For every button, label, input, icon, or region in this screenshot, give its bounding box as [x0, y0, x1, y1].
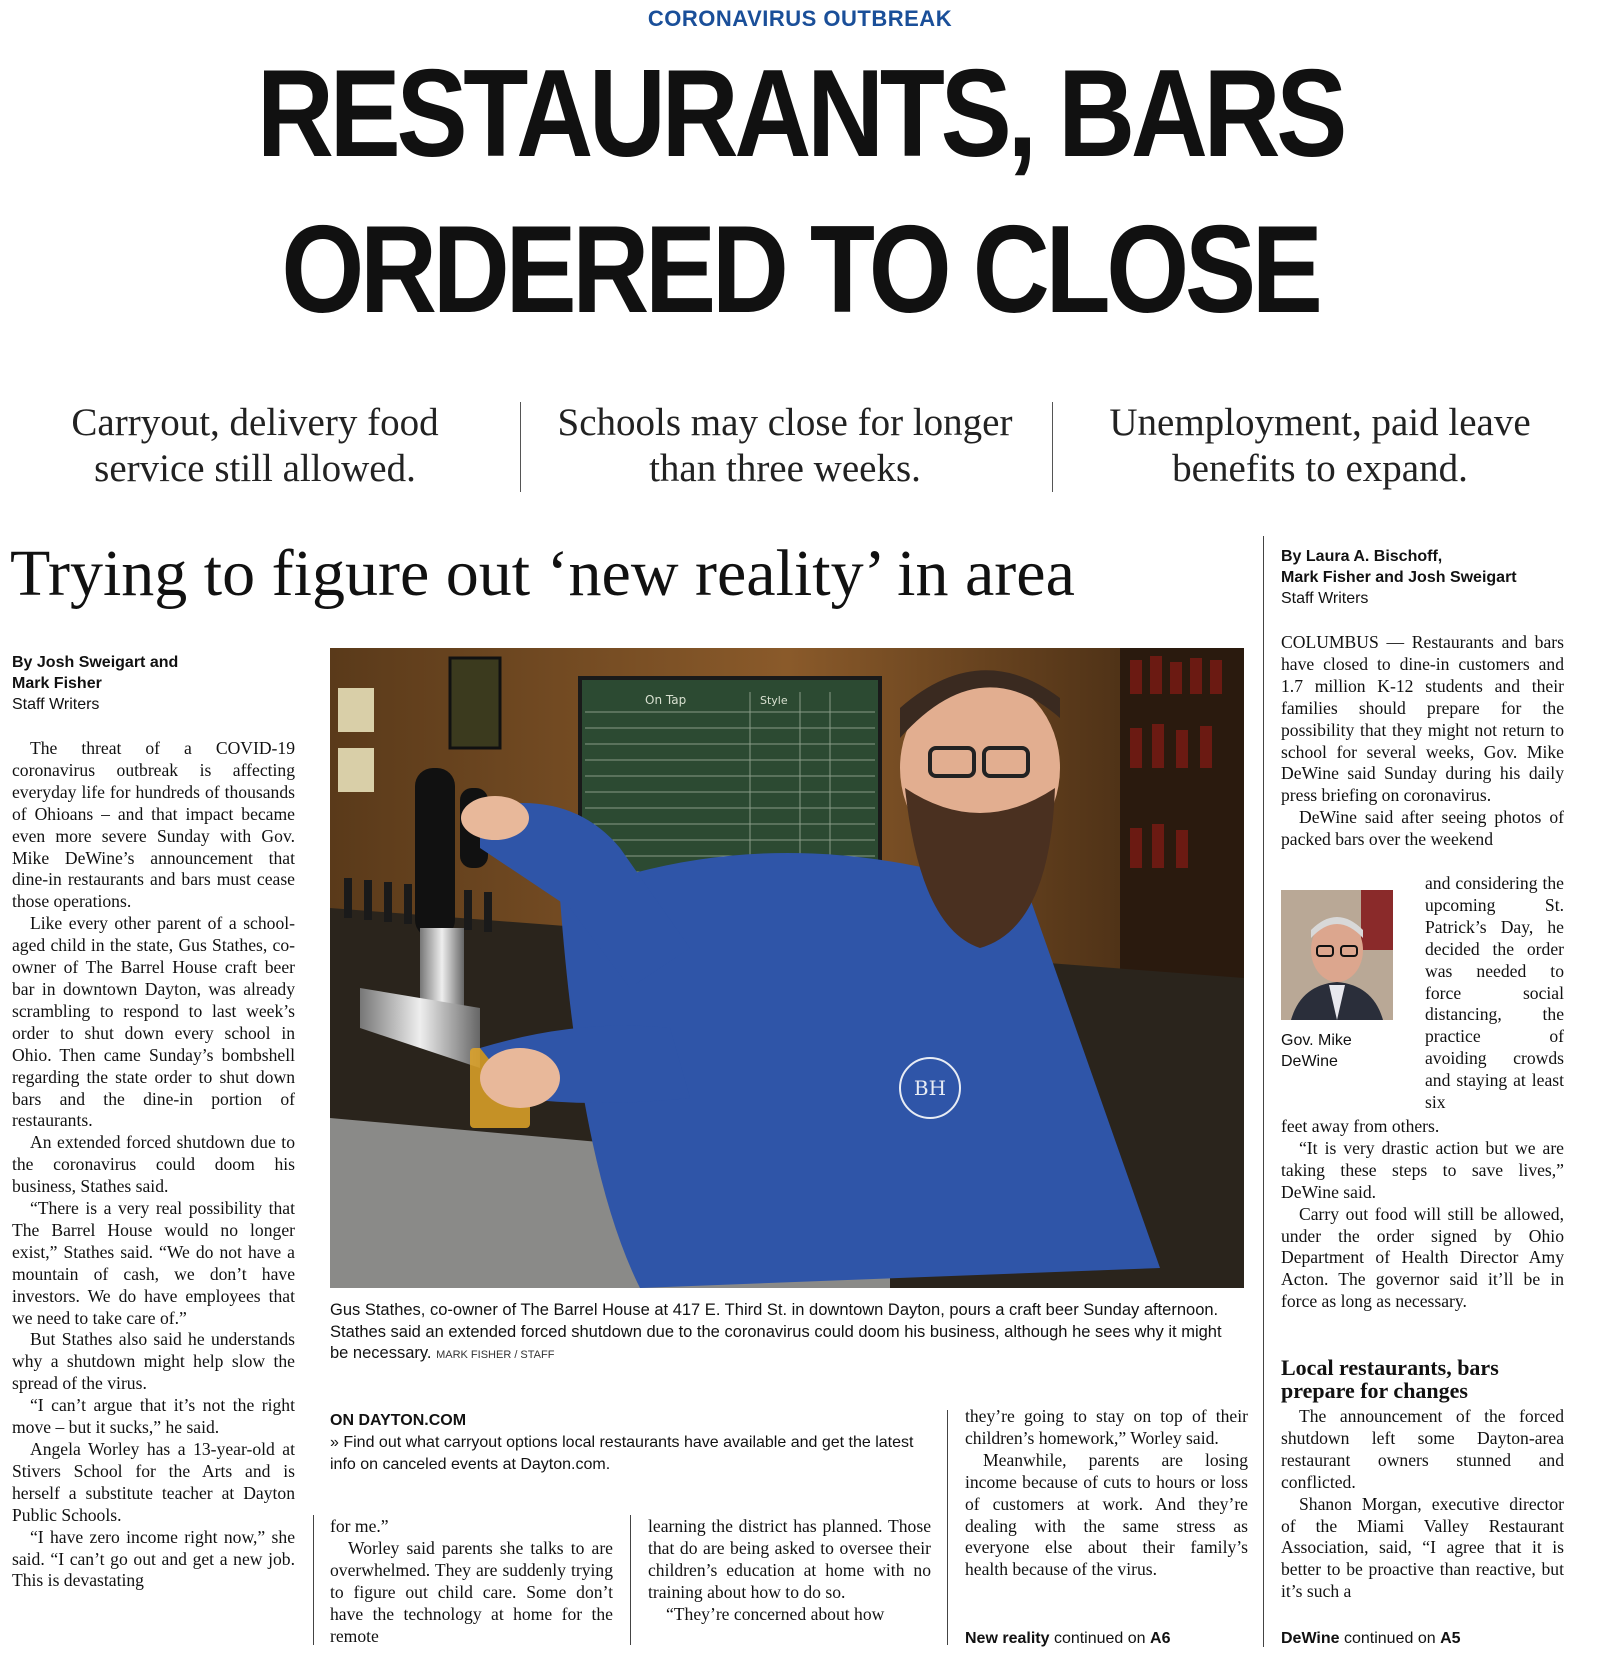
paragraph: “They’re concerned about how [666, 1603, 885, 1624]
deck-unemployment: Unemployment, paid leave benefits to expand. [1109, 401, 1531, 490]
headline-line-2: ORDERED TO CLOSE [281, 201, 1319, 339]
chalkboard-title: On Tap [645, 693, 687, 707]
jump-page: A6 [1150, 1630, 1171, 1647]
paragraph: Like every other parent of a school-aged child in the state, Gus Stathes, co-owner of The Barrel House craft beer bar in downtown Dayton, was already scrambling to respond to last week’s order to shut down every school in Ohio. Then came Sunday’s bombshell regarding the state order to shut down bars and the dine-in portion of restaurants. [12, 913, 295, 1131]
byline-names: By Josh Sweigart and Mark Fisher [12, 654, 179, 692]
headline-line-1: RESTAURANTS, BARS [256, 45, 1344, 183]
jump-page: A5 [1440, 1630, 1461, 1647]
on-dayton-text: » Find out what carryout options local restaurants have available and get the latest info on canceled events at Dayton.com. [330, 1434, 914, 1473]
jump-text: continued on [1053, 1630, 1146, 1647]
side-subhead: Local restaurants, bars prepare for changes [1281, 1355, 1499, 1403]
photo-dewine [1281, 890, 1393, 1020]
deck-divider [520, 402, 521, 492]
side-byline-line-2: Mark Fisher and Josh Sweigart [1281, 569, 1517, 586]
paragraph: COLUMBUS — Restaurants and bars have closed to dine-in customers and 1.7 million K-12 students and their families should prepare for the possibility that they might not return to school for several weeks, Gov. Mike DeWine said Sunday during his daily press briefing on coronavirus. [1281, 632, 1564, 806]
byline [12, 652, 182, 715]
side-byline [1281, 546, 1581, 609]
side-byline-title: Staff Writers [1281, 590, 1369, 607]
paragraph: they’re going to stay on top of their children’s homework,” Worley said. [965, 1406, 1248, 1448]
paragraph: “I have zero income right now,” she said. “I can’t go out and get a new job. This is devastating [12, 1526, 295, 1591]
paragraph: feet away from others. [1281, 1116, 1440, 1136]
column-divider [630, 1515, 631, 1645]
paragraph: Carry out food will still be allowed, under the order signed by Ohio Department of Health Director Amy Acton. The governor said it’ll be in force as long as necessary. [1281, 1203, 1564, 1312]
paragraph: “I can’t argue that it’s not the right move – but it sucks,” he said. [12, 1395, 295, 1438]
story-column-1 [12, 738, 295, 1592]
paragraph: The announcement of the forced shutdown left some Dayton-area restaurant owners stunned and conflicted. [1281, 1406, 1564, 1492]
story-column-3 [648, 1516, 931, 1626]
jump-line-new-reality[interactable] [965, 1630, 1170, 1648]
story-headline: Trying to figure out ‘new reality’ in area [10, 537, 1075, 610]
paragraph: An extended forced shutdown due to the coronavirus could doom his business, Stathes said. [12, 1132, 295, 1197]
story-column-2 [330, 1516, 613, 1647]
paragraph: DeWine said after seeing photos of packed bars over the weekend [1281, 807, 1564, 850]
paragraph: for me.” [330, 1516, 389, 1536]
chalkboard-column: Style [760, 694, 788, 707]
mug-caption: Gov. Mike DeWine [1281, 1032, 1352, 1070]
shirt-logo: BH [913, 1076, 947, 1100]
paragraph: “It is very drastic action but we are taking these steps to save lives,” DeWine said. [1281, 1137, 1564, 1202]
jump-label: DeWine [1281, 1630, 1340, 1647]
paragraph: Meanwhile, parents are losing income because of cuts to hours or loss of customers at work. And they’re dealing with the same stress as everyone else about their family’s health because of the virus. [965, 1449, 1248, 1580]
caption-text: Gus Stathes, co-owner of The Barrel House at 417 E. Third St. in downtown Dayton, pours a craft beer Sunday afternoon. Stathes said an extended forced shutdown due to the coronavirus could doom his business, although he sees why it might be necessary. [330, 1301, 1222, 1362]
section-kicker: CORONAVIRUS OUTBREAK [647, 6, 953, 31]
paragraph: and considering the upcoming St. Patrick’s Day, he decided the order was needed to force social distancing, the practice of avoiding crowds and staying at least six [1425, 873, 1564, 1113]
side-byline-line-1: By Laura A. Bischoff, [1281, 548, 1443, 565]
paragraph: “There is a very real possibility that The Barrel House would no longer exist,” Stathes said. “We do not have a mountain of cash, we don’t have investors. We do have employees that we need to take care of.” [12, 1198, 295, 1328]
paragraph: The threat of a COVID-19 coronavirus outbreak is affecting everyday life for hundreds of thousands of Ohioans – and that impact became even more severe Sunday with Gov. Mike DeWine’s announcement that dine-in restaurants and bars must cease those operations. [12, 738, 295, 912]
jump-line-dewine[interactable] [1281, 1630, 1461, 1648]
on-dayton-label: ON DAYTON.COM [330, 1412, 467, 1429]
column-divider [313, 1515, 314, 1645]
paragraph: Worley said parents she talks to are overwhelmed. They are suddenly trying to figure out child care. Some don’t have the technology at home for the remote [330, 1537, 613, 1646]
paragraph: Shanon Morgan, executive director of the Miami Valley Restaurant Association, said, “I agree that it is better to be proactive than reactive, but it’s such a [1281, 1493, 1564, 1602]
jump-label: New reality [965, 1630, 1050, 1647]
column-divider [947, 1410, 948, 1645]
deck-schools: Schools may close for longer than three weeks. [557, 401, 1013, 490]
photo-caption [330, 1300, 1230, 1367]
jump-text: continued on [1343, 1630, 1436, 1647]
column-divider [1263, 536, 1264, 1647]
side-story-top [1281, 632, 1564, 851]
photo-credit: MARK FISHER / STAFF [436, 1349, 555, 1361]
story-column-4 [965, 1406, 1248, 1581]
photo-bartender [330, 648, 1244, 1288]
side-story-rest [1281, 1116, 1564, 1313]
paragraph: learning the district has planned. Those that do are being asked to oversee their children’s education at home with no training about how to do so. [648, 1516, 931, 1602]
paragraph: But Stathes also said he understands why a shutdown might help slow the spread of the virus. [12, 1329, 295, 1394]
side-story-wrap [1425, 873, 1564, 1114]
side-story-sub [1281, 1406, 1564, 1603]
paragraph: Angela Worley has a 13-year-old at Stivers School for the Arts and is herself a substitute teacher at Dayton Public Schools. [12, 1439, 295, 1525]
deck-divider [1052, 402, 1053, 492]
deck-carryout: Carryout, delivery food service still allowed. [71, 401, 439, 490]
byline-title: Staff Writers [12, 696, 100, 713]
on-dayton-promo [330, 1410, 930, 1476]
